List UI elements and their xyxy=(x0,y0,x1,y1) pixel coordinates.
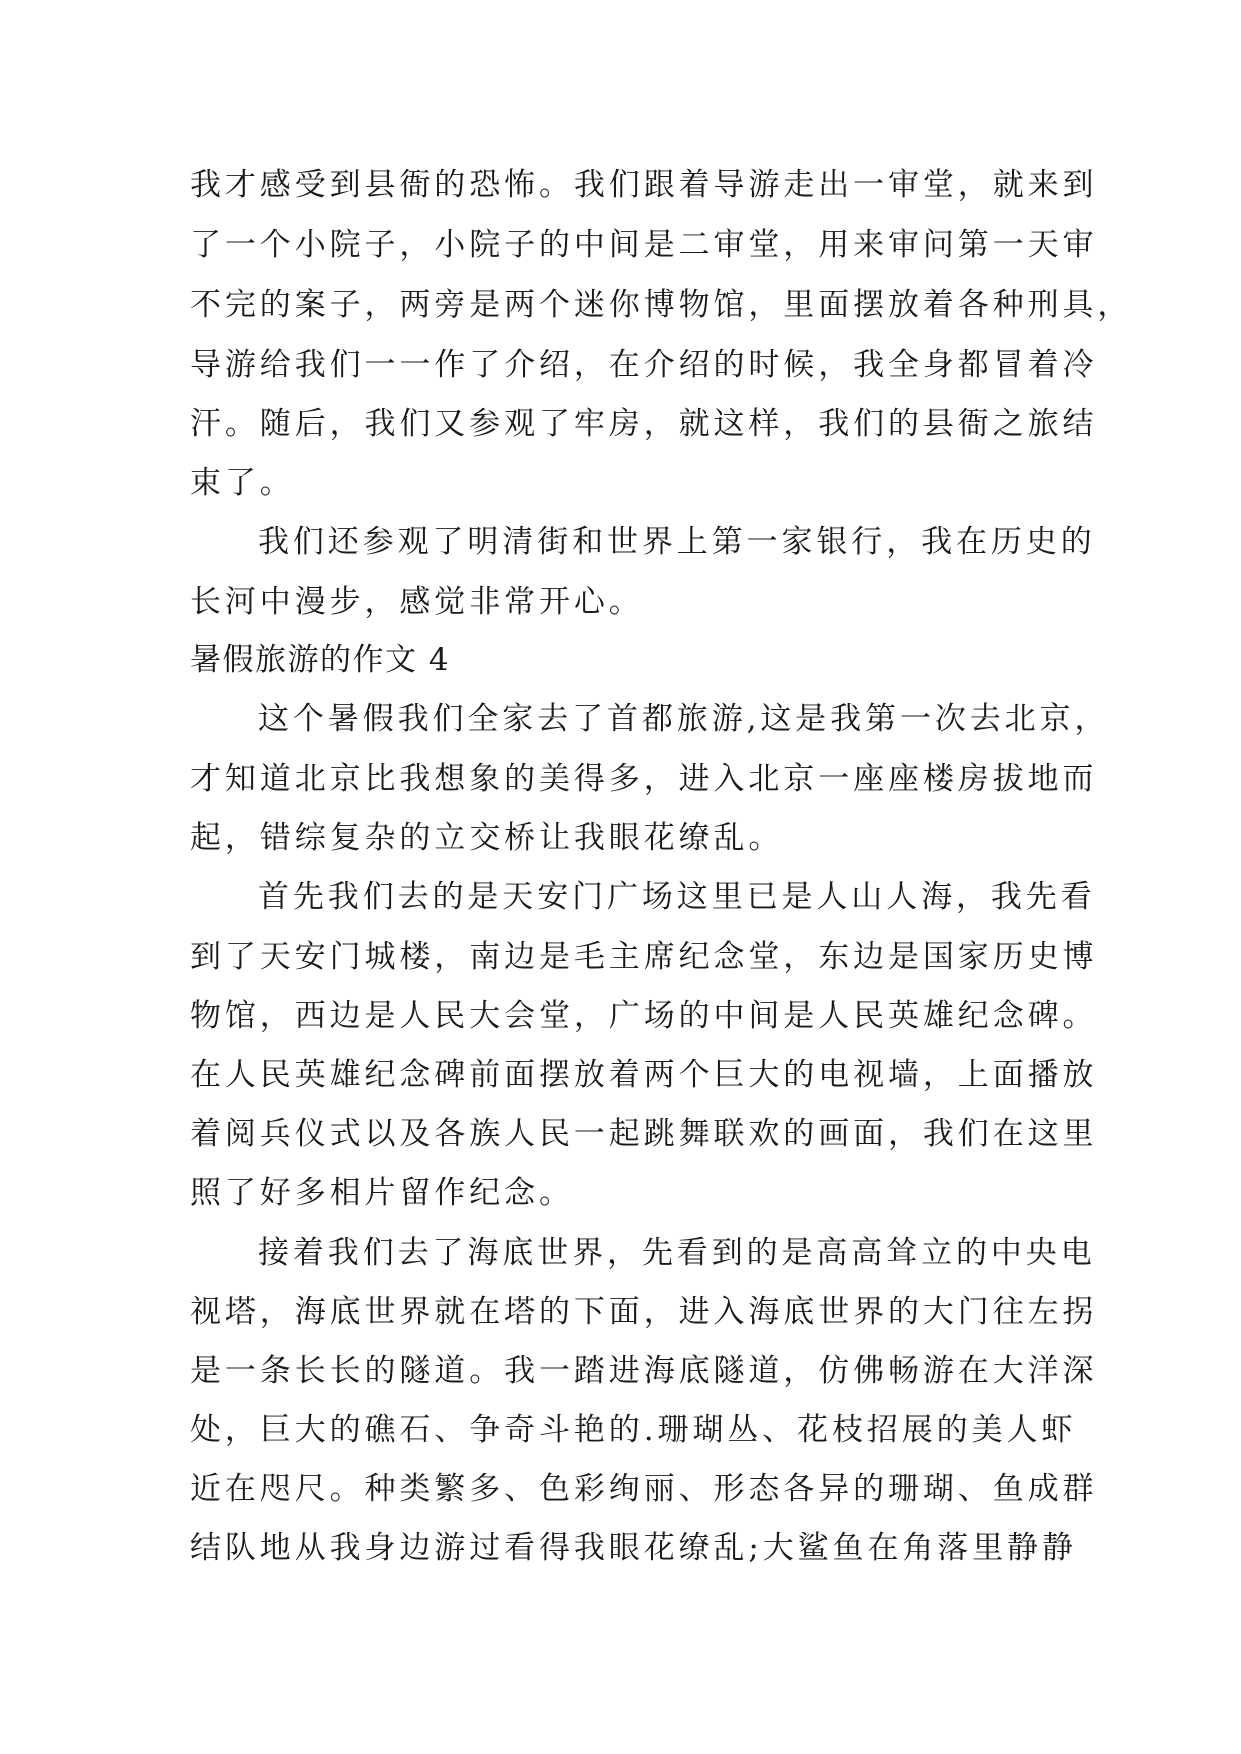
text-line: 了一个小院子，小院子的中间是二审堂，用来审问第一天审 xyxy=(190,227,1098,263)
text-line: 束了。 xyxy=(190,465,295,501)
text-line: 近在咫尺。种类繁多、色彩绚丽、形态各异的珊瑚、鱼成群 xyxy=(190,1471,1098,1507)
text-line: 着阅兵仪式以及各族人民一起跳舞联欢的画面，我们在这里 xyxy=(190,1116,1098,1152)
section-heading: 暑假旅游的作文 4 xyxy=(190,642,451,678)
text-line: 汗。随后，我们又参观了牢房，就这样，我们的县衙之旅结 xyxy=(190,406,1098,442)
text-line: 导游给我们一一作了介绍，在介绍的时候，我全身都冒着冷 xyxy=(190,347,1098,383)
text-line: 照了好多相片留作纪念。 xyxy=(190,1175,574,1211)
text-line: 到了天安门城楼，南边是毛主席纪念堂，东边是国家历史博 xyxy=(190,939,1098,975)
text-line: 我才感受到县衙的恐怖。我们跟着导游走出一审堂，就来到 xyxy=(190,167,1098,203)
text-line: 处，巨大的礁石、争奇斗艳的.珊瑚丛、花枝招展的美人虾 xyxy=(190,1412,1077,1448)
text-line: 在人民英雄纪念碑前面摆放着两个巨大的电视墙，上面播放 xyxy=(190,1057,1098,1093)
text-line: 是一条长长的隧道。我一踏进海底隧道，仿佛畅游在大洋深 xyxy=(190,1353,1098,1389)
text-line: 才知道北京比我想象的美得多，进入北京一座座楼房拔地而 xyxy=(190,761,1098,797)
text-line: 首先我们去的是天安门广场这里已是人山人海，我先看 xyxy=(258,879,1096,915)
text-line: 我们还参观了明清街和世界上第一家银行，我在历史的 xyxy=(258,524,1096,560)
text-line: 结队地从我身边游过看得我眼花缭乱;大鲨鱼在角落里静静 xyxy=(190,1530,1077,1566)
text-line: 这个暑假我们全家去了首都旅游,这是我第一次去北京， xyxy=(258,701,1110,737)
text-line: 起，错综复杂的立交桥让我眼花缭乱。 xyxy=(190,820,784,856)
text-line: 物馆，西边是人民大会堂，广场的中间是人民英雄纪念碑。 xyxy=(190,998,1098,1034)
text-line: 长河中漫步，感觉非常开心。 xyxy=(190,584,644,620)
text-line: 不完的案子，两旁是两个迷你博物馆，里面摆放着各种刑具， xyxy=(190,287,1133,323)
text-line: 接着我们去了海底世界，先看到的是高高耸立的中央电 xyxy=(258,1235,1096,1271)
text-line: 视塔，海底世界就在塔的下面，进入海底世界的大门往左拐 xyxy=(190,1294,1098,1330)
